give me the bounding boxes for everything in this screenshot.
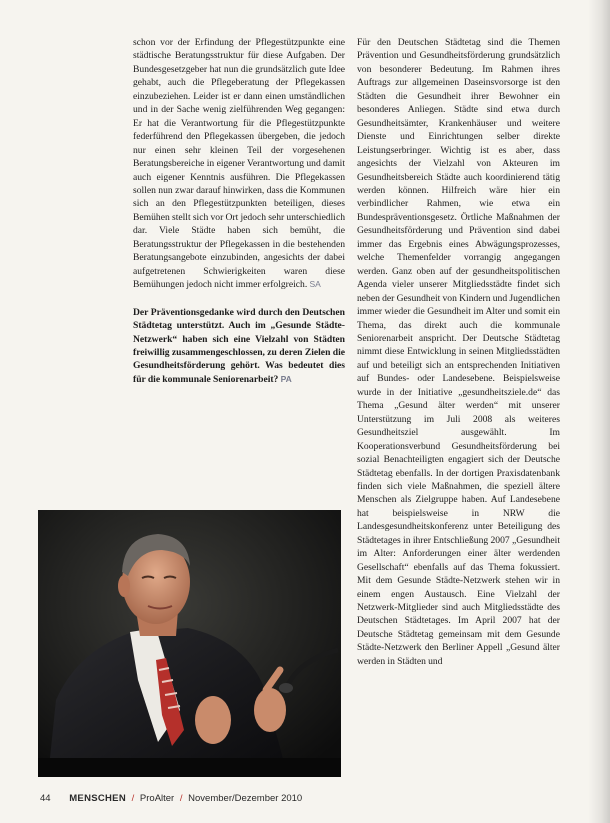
interview-question-text: Der Präventionsgedanke wird durch den Deutschen Städtetag unterstützt. Auch im „Gesunde Städte-Netzwerk“ haben sich eine Vielzahl von Städten freiwillig zusammengeschlossen, zu deren Zielen die Gesundheitsförderung gehört. Was bedeutet dies für die kommunale Seniorenarbeit?: [133, 306, 345, 385]
issue-date: November/Dezember 2010: [188, 793, 303, 804]
speaker-photo-illustration: [38, 510, 341, 777]
question-signature: PA: [280, 373, 292, 384]
left-paragraph-text: schon vor der Erfindung der Pflegestützpunkte eine städtische Beratungsstruktur für diese Aufgaben. Der Bundesgesetzgeber hat nun die grundsätzlich gute Idee gehabt, auch die Pflegeberatung der Pflegekassen einzubeziehen. Leider ist er dann einen umständlichen und in der Sache wenig zielführenden Weg gegangen: Er hat die Verantwortung für die Pflegestützpunkte federführend den Pflegekassen übergeben, die jedoch nur einen sehr kleinen Teil der vorgesehenen Beratungsbereiche in eigener Verantwortung und damit auch eigener Kenntnis ausführen. Die Pflegekassen sollen nun zwar darauf hinwirken, dass die Kommunen sich an den Pflegestützpunkten beteiligen, dieses Bemühen stellt sich vor Ort jedoch sehr unterschiedlich dar. Viele Städte haben sich bemüht, die Beratungsstruktur der Pflegekassen in die bestehenden Beratungsangebote einzubinden, angesichts der dabei aufgetretenen Schwierigkeiten waren diese Bemühungen jedoch nicht immer erfolgreich.: [133, 37, 346, 291]
footer-separator-2: /: [179, 793, 183, 804]
right-column: [357, 36, 560, 668]
left-paragraph: [133, 36, 345, 292]
magazine-name: MENSCHEN: [69, 793, 126, 804]
page-number: 44: [40, 793, 51, 804]
page-footer: [40, 793, 302, 807]
left-column: [133, 36, 345, 386]
section-name: ProAlter: [139, 793, 175, 804]
footer-separator-1: /: [131, 793, 135, 804]
interview-question: [133, 306, 345, 387]
paragraph-signature: SA: [309, 279, 321, 290]
speaker-photo: [38, 510, 341, 777]
right-paragraph: Für den Deutschen Städtetag sind die Themen Prävention und Gesundheitsförderung grundsätzlich von besonderer Bedeutung. Im Rahmen ihres Auftrags zur allgemeinen Daseinsvorsorge ist den Städten die Gesundheit ihrer Bewohner ein besonderes Anliegen. Städte sind etwa durch Gesundheitsämter, Krankenhäuser und weitere Dienste und Einrichtungen selber direkte Leistungserbringer. Wichtig ist es aber, dass angesichts der Vielzahl von Akteuren im Gesundheitsbereich Städte auch koordinierend tätig werden können. Hilfreich wäre hier ein verbindlicher Rahmen, wie etwa ein Bundespräventionsgesetz. Örtliche Maßnahmen der Gesundheitsförderung und Prävention sind dabei immer das Ergebnis eines Abwägungsprozesses, welche Themenfelder vorrangig angegangen werden. Ganz oben auf der gesundheitspolitischen Agenda vieler unserer Mitgliedsstädte findet sich neben der Gesundheit von Kindern und Jugendlichen immer wieder die Gesundheit im Alter und somit ein Thema, das direkt auch die kommunale Seniorenarbeit anspricht. Der Deutsche Städtetag nimmt diese Entwicklung in seinen Mitgliedsstädten auf und beteiligt sich an entsprechenden Initiativen auf Bundes- oder Landesebene. Beispielsweise wurde in der Initiative „gesundheitsziele.de“ das Thema „Gesund älter werden“ mit unserer Unterstützung im Juli 2008 als weiteres Gesundheitsziel ausgewählt. Im Kooperationsverbund Gesundheitsförderung bei sozial Benachteiligten engagiert sich der Deutsche Städtetag ebenfalls. In der dortigen Praxisdatenbank finden sich viele Maßnahmen, die speziell ältere Menschen als Zielgruppe haben. Auf Landesebene hat beispielsweise in NRW die Landesgesundheitskonferenz unter Beteiligung des Städtetages in ihrer Entschließung 2007 „Gesundheit im Alter: Anforderungen einer älter werdenden Gesellschaft“ ebenfalls auf das Thema fokussiert. Mit dem Gesunde Städte-Netzwerk stehen wir in einem engen Austausch. Eine Vielzahl der Netzwerk-Mitglieder sind auch Mitgliedsstädte des Deutschen Städtetages. Im April 2007 hat der Deutsche Städtetag gemeinsam mit dem Gesunde Städte-Netzwerk den Berliner Appell „Gesund älter werden in Städten und: [357, 37, 560, 667]
page-gutter-shadow: [588, 0, 610, 823]
